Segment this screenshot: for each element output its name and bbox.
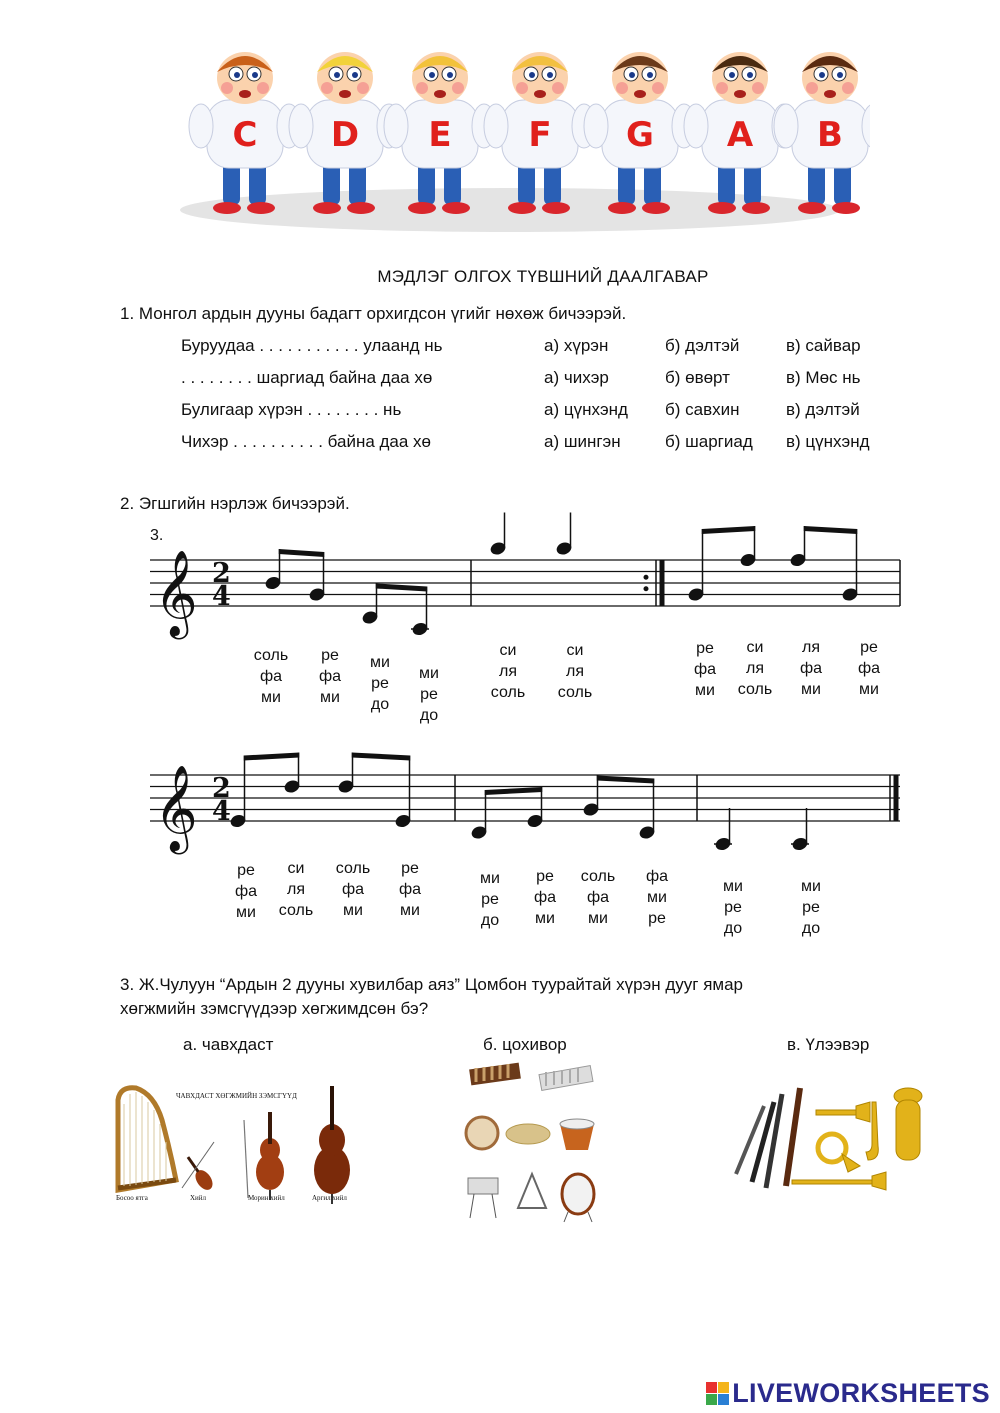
syllable-option[interactable]: ре — [371, 675, 389, 692]
syllable-option[interactable]: соль — [335, 860, 371, 877]
syllable-option[interactable]: ми — [320, 689, 340, 706]
syllable-option[interactable]: си — [566, 642, 584, 659]
q3-prompt-line1: 3. Ж.Чулуун “Ардын 2 дууны хувилбар аяз” Цомбон туурайтай хүрэн дууг ямар — [120, 975, 743, 994]
beam — [376, 584, 428, 592]
choice-c-label[interactable]: в. Үлээвэр — [787, 1035, 870, 1054]
time-signature-bottom: 4 — [212, 581, 231, 612]
row2-note-4-options[interactable] — [380, 858, 440, 921]
string-image-caption: ЧАВХДАСТ ХӨГЖМИЙН ЗЭМСГҮҮД — [176, 1092, 297, 1100]
syllable-option[interactable]: ре — [401, 860, 419, 877]
q1-option-2-a[interactable]: а) чихэр — [544, 368, 609, 387]
q1-option-1-b[interactable]: б) дэлтэй — [665, 336, 740, 355]
q1-option-4-c[interactable]: в) цүнхэнд — [786, 432, 870, 451]
treble-clef-icon: 𝄞 — [154, 550, 198, 636]
q1-option-3-a[interactable]: а) цүнхэнд — [544, 400, 628, 419]
syllable-option[interactable]: соль — [253, 647, 289, 664]
row1-note-1-options[interactable] — [241, 645, 301, 708]
tuba-icon — [894, 1088, 922, 1160]
syllable-option[interactable]: фа — [318, 668, 342, 685]
row1-note-8-options[interactable] — [725, 637, 785, 700]
syllable-option[interactable]: ми — [801, 681, 821, 698]
xylophone-icon — [469, 1063, 521, 1086]
beam — [597, 776, 655, 784]
syllable-option[interactable]: соль — [490, 684, 526, 701]
staff-1 — [150, 550, 900, 640]
syllable-option[interactable]: фа — [857, 660, 881, 677]
shirt-letter-d: D — [330, 115, 360, 155]
cello-icon — [256, 1112, 284, 1200]
syllable-option[interactable]: ми — [723, 878, 743, 895]
time-signature-top: 2 — [212, 773, 231, 804]
q2-prompt: 2. Эгшгийн нэрлэж бичээрэй. — [120, 494, 350, 513]
syllable-option[interactable]: до — [801, 920, 821, 937]
q1-line-3: Булигаар хүрэн . . . . . . . . нь — [181, 400, 402, 419]
row2-note-10-options[interactable] — [781, 876, 841, 939]
q1-option-2-b[interactable]: б) өвөрт — [665, 368, 730, 387]
beam — [279, 549, 325, 557]
syllable-option[interactable]: ре — [860, 639, 878, 656]
syllable-option[interactable]: ре — [802, 899, 820, 916]
syllable-option[interactable]: си — [287, 860, 305, 877]
syllable-option[interactable]: ми — [801, 878, 821, 895]
beam — [702, 526, 756, 534]
syllable-option[interactable]: до — [419, 707, 439, 724]
syllable-option[interactable]: ре — [696, 640, 714, 657]
bass-drum-icon — [562, 1174, 594, 1222]
syllable-option[interactable]: фа — [645, 868, 669, 885]
string-item-4: Аргил хийл — [312, 1194, 347, 1202]
trombone-icon — [792, 1172, 886, 1190]
syllable-option[interactable]: ми — [535, 910, 555, 927]
row2-note-2-options[interactable] — [266, 858, 326, 921]
syllable-option[interactable]: ля — [287, 881, 305, 898]
staff-2 — [150, 765, 900, 855]
page-title: МЭДЛЭГ ОЛГОХ ТҮВШНИЙ ДААЛГАВАР — [377, 267, 709, 286]
syllable-option[interactable]: ми — [588, 910, 608, 927]
beam — [485, 787, 543, 795]
syllable-option[interactable]: ми — [859, 681, 879, 698]
syllable-option[interactable]: ля — [802, 639, 820, 656]
treble-clef-icon: 𝄞 — [154, 765, 198, 851]
row1-note-4-options[interactable] — [399, 663, 459, 726]
string-item-3: Морин хийл — [248, 1194, 285, 1202]
syllable-option[interactable]: ля — [566, 663, 584, 680]
syllable-option[interactable]: ре — [420, 686, 438, 703]
syllable-option[interactable]: ля — [499, 663, 517, 680]
strings-drawing — [110, 1080, 380, 1210]
row1-note-6-options[interactable] — [545, 640, 605, 703]
q1-line-1: Буруудаа . . . . . . . . . . . улаанд нь — [181, 336, 443, 355]
cymbals-icon — [506, 1124, 550, 1144]
cello-bow-icon — [244, 1120, 248, 1198]
triangle-icon — [518, 1174, 546, 1208]
q1-option-3-b[interactable]: б) савхин — [665, 400, 740, 419]
syllable-option[interactable]: ре — [481, 891, 499, 908]
repeat-dot — [644, 575, 649, 580]
repeat-dot — [644, 586, 649, 591]
q1-option-3-c[interactable]: в) дэлтэй — [786, 400, 860, 419]
syllable-option[interactable]: ми — [343, 902, 363, 919]
syllable-option[interactable]: фа — [533, 889, 557, 906]
shirt-letter-e: E — [428, 115, 452, 155]
syllable-option[interactable]: ми — [419, 665, 439, 682]
row2-note-5-options[interactable] — [460, 868, 520, 931]
q1-option-4-a[interactable]: а) шингэн — [544, 432, 621, 451]
glockenspiel-icon — [539, 1066, 593, 1091]
row1-note-10-options[interactable] — [839, 637, 899, 700]
row2-note-6-options[interactable] — [515, 866, 575, 929]
shirt-letter-f: F — [528, 115, 552, 155]
syllable-option[interactable]: до — [723, 920, 743, 937]
syllable-option[interactable]: ре — [321, 647, 339, 664]
syllable-option[interactable]: ля — [746, 660, 764, 677]
syllable-option[interactable]: фа — [234, 883, 258, 900]
horn-icon — [818, 1134, 860, 1172]
liveworksheets-logo[interactable] — [706, 1378, 990, 1409]
bassoon-icon — [786, 1088, 800, 1186]
syllable-option[interactable]: соль — [557, 684, 593, 701]
q1-option-2-c[interactable]: в) Мөс нь — [786, 368, 861, 387]
syllable-option[interactable]: ре — [724, 899, 742, 916]
syllable-option[interactable]: фа — [259, 668, 283, 685]
shirt-letter-a: A — [726, 115, 754, 155]
q1-option-4-b[interactable]: б) шаргиад — [665, 432, 753, 451]
syllable-option[interactable]: ре — [536, 868, 554, 885]
row1-note-9-options[interactable] — [781, 637, 841, 700]
syllable-option[interactable]: ми — [695, 682, 715, 699]
syllable-option[interactable]: ре — [237, 862, 255, 879]
q3-prompt-line2: хөгжмийн зэмсгүүдээр хөгжимдсөн бэ? — [120, 999, 429, 1018]
syllable-option[interactable]: фа — [341, 881, 365, 898]
syllable-option[interactable]: ми — [647, 889, 667, 906]
syllable-option[interactable]: си — [746, 639, 764, 656]
syllable-option[interactable]: фа — [398, 881, 422, 898]
syllable-option[interactable]: соль — [737, 681, 773, 698]
row2-note-3-options[interactable] — [323, 858, 383, 921]
q1-line-2: . . . . . . . . шаргиад байна даа хө — [181, 368, 433, 387]
syllable-option[interactable]: ми — [480, 870, 500, 887]
flute-icon — [736, 1106, 764, 1174]
logo-mark-icon — [706, 1382, 729, 1405]
syllable-option[interactable]: ре — [648, 910, 666, 927]
row1-note-5-options[interactable] — [478, 640, 538, 703]
tambourine-icon — [466, 1117, 498, 1149]
syllable-option[interactable]: ми — [370, 654, 390, 671]
syllable-option[interactable]: ми — [400, 902, 420, 919]
timpani-icon — [560, 1119, 594, 1150]
violin-icon — [182, 1153, 216, 1193]
q1-prompt: 1. Монгол ардын дууны бадагт орхигдсон үгийг нөхөж бичээрэй. — [120, 304, 627, 323]
row2-note-7-options[interactable] — [568, 866, 628, 929]
time-signature-top: 2 — [212, 558, 231, 589]
choice-a-label[interactable]: а. чавхдаст — [183, 1035, 274, 1054]
syllable-option[interactable]: ми — [236, 904, 256, 921]
staff1-number: 3. — [150, 527, 164, 544]
syllable-option[interactable]: соль — [278, 902, 314, 919]
syllable-option[interactable]: соль — [580, 868, 616, 885]
shirt-letter-b: B — [817, 115, 843, 155]
logo-text: LIVEWORKSHEETS — [732, 1378, 990, 1408]
q1-option-1-c[interactable]: в) сайвар — [786, 336, 861, 355]
string-instruments-image[interactable] — [110, 1080, 380, 1210]
shirt-letter-g: G — [626, 115, 654, 155]
syllable-option[interactable]: ми — [261, 689, 281, 706]
snare-drum-icon — [468, 1178, 498, 1218]
harp-icon — [118, 1088, 176, 1190]
trumpet-icon — [816, 1102, 870, 1122]
syllable-option[interactable]: си — [499, 642, 517, 659]
beam — [244, 753, 300, 761]
percussion-instruments-image[interactable] — [460, 1058, 610, 1228]
string-item-2: Хийл — [190, 1194, 207, 1202]
beam — [352, 753, 411, 761]
double-bass-icon — [314, 1086, 350, 1204]
q1-line-4: Чихэр . . . . . . . . . . байна даа хө — [181, 432, 432, 451]
q1-option-1-a[interactable]: а) хүрэн — [544, 336, 609, 355]
syllable-option[interactable]: фа — [586, 889, 610, 906]
string-item-1: Босоо ятга — [116, 1194, 148, 1202]
syllable-option[interactable]: фа — [799, 660, 823, 677]
beam — [804, 526, 858, 534]
row2-note-8-options[interactable] — [627, 866, 687, 929]
row2-note-9-options[interactable] — [703, 876, 763, 939]
syllable-option[interactable]: фа — [693, 661, 717, 678]
syllable-option[interactable]: до — [480, 912, 500, 929]
syllable-option[interactable]: до — [370, 696, 390, 713]
wind-instruments-image[interactable] — [730, 1082, 930, 1197]
choice-b-label[interactable]: б. цохивор — [483, 1035, 567, 1054]
shirt-letter-c: C — [232, 115, 258, 155]
time-signature-bottom: 4 — [212, 796, 231, 827]
